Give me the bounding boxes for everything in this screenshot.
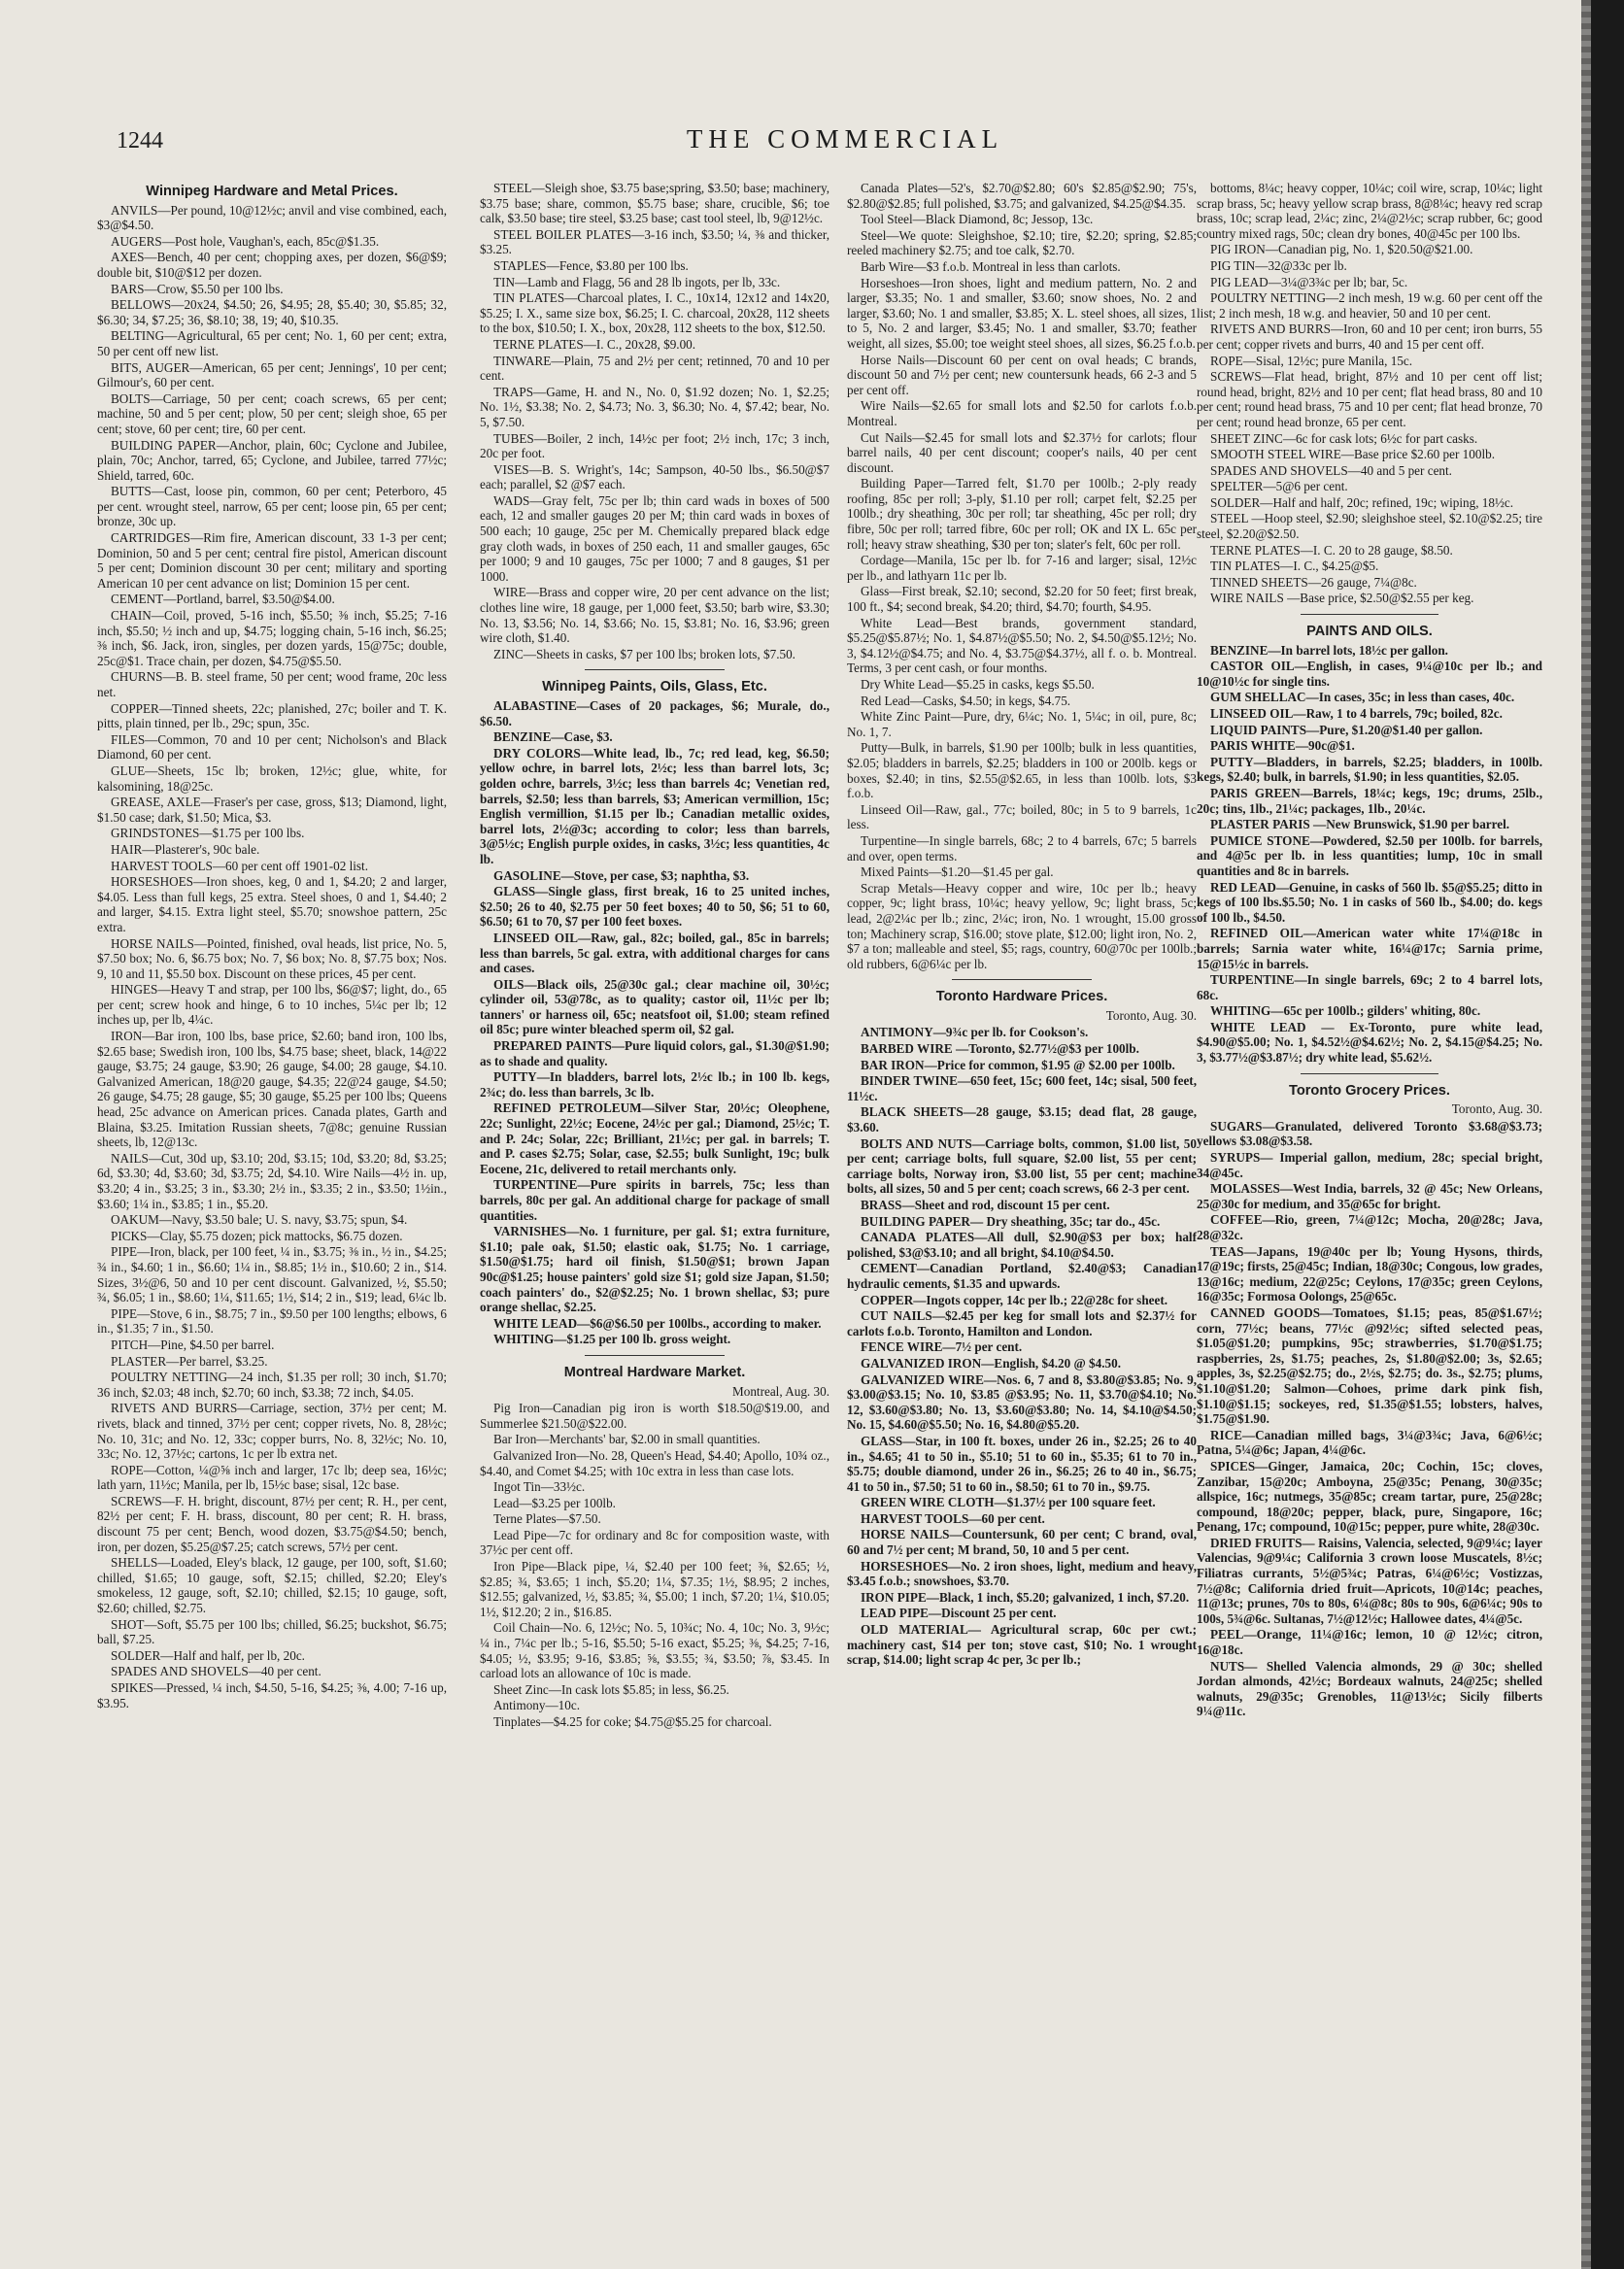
section-heading: PAINTS AND OILS.: [1306, 624, 1433, 640]
section-rule: [1301, 614, 1438, 615]
price-entry: PUTTY—In bladders, barrel lots, 2½c lb.; in 100 lb. kegs, 2¾c; do. less than barrels, 3c lb.: [480, 1069, 829, 1100]
price-entry: SMOOTH STEEL WIRE—Base price $2.60 per 100lb.: [1210, 447, 1496, 462]
price-entry: HORSE NAILS—Countersunk, 60 per cent; C brand, oval, 60 and 7½ per cent; M brand, 50, 10 and 5 per cent.: [847, 1527, 1197, 1558]
price-entry: FENCE WIRE—7½ per cent.: [861, 1339, 1023, 1355]
section-heading: Montreal Hardware Market.: [563, 1364, 746, 1380]
price-entry: PIG LEAD—3¼@3¾c per lb; bar, 5c.: [1210, 274, 1408, 289]
section-rule: [1301, 1073, 1438, 1074]
price-entry: AXES—Bench, 40 per cent; chopping axes, per dozen, $6@$9; double bit, $10@$12 per dozen.: [97, 250, 447, 280]
price-entry: Putty—Bulk, in barrels, $1.90 per 100lb; bulk in less quantities, $2.05; bladders in barrels, $2.25; bladders in 100 or 200lb. kegs or boxes, $2.40; in tins, $2.55@$2.65, in less than 100lb. lots, $3 f.o.b.: [847, 740, 1197, 801]
price-entry: GALVANIZED IRON—English, $4.20 @ $4.50.: [861, 1355, 1122, 1371]
section-heading: Toronto Hardware Prices.: [935, 989, 1108, 1005]
column-2: [480, 181, 829, 2240]
price-entry: TUBES—Boiler, 2 inch, 14½c per foot; 2½ inch, 17c; 3 inch, 20c per foot.: [480, 430, 829, 461]
price-entry: SOLDER—Half and half, per lb, 20c.: [111, 1647, 305, 1663]
price-entry: Steel—We quote: Sleighshoe, $2.10; tire, $2.20; spring, $2.85; reeled machinery $2.75; and toe calk, $2.70.: [847, 227, 1197, 258]
price-entry: HARVEST TOOLS—60 per cent off 1901-02 list.: [111, 858, 369, 873]
price-entry: Mixed Paints—$1.20—$1.45 per gal.: [861, 864, 1054, 880]
price-entry: TURPENTINE—In single barrels, 69c; 2 to 4 barrel lots, 68c.: [1197, 972, 1542, 1002]
price-entry: WADS—Gray felt, 75c per lb; thin card wads in boxes of 500 each, 12 and smaller gauges 20 per M; thin card wads in boxes of 500 each; 10 gauge, 25c per M. Chemically prepared black edge gray cloth wads, in boxes of 250 each, 11 and smaller gauges, 65c per 1000; 9 and 10 gauges, 75c per 1000; 7 and 8 gauges, $1 per 1000.: [480, 492, 829, 584]
price-entry: Canada Plates—52's, $2.70@$2.80; 60's $2.85@$2.90; 75's, $2.80@$2.85; full polished, $3.75; and galvanized, $4.25@$4.35.: [847, 181, 1197, 211]
price-entry: BLACK SHEETS—28 gauge, $3.15; dead flat, 28 gauge, $3.60.: [847, 1104, 1197, 1135]
price-entry: BARBED WIRE —Toronto, $2.77½@$3 per 100lb.: [861, 1041, 1139, 1057]
price-entry: Ingot Tin—33½c.: [493, 1479, 586, 1495]
price-entry: IRON PIPE—Black, 1 inch, $5.20; galvanized, 1 inch, $7.20.: [861, 1589, 1190, 1605]
price-entry: PICKS—Clay, $5.75 dozen; pick mattocks, $6.75 dozen.: [111, 1228, 403, 1243]
price-entry: CHAIN—Coil, proved, 5-16 inch, $5.50; ⅜ inch, $5.25; 7-16 inch, $5.50; ½ inch and up, $4.75; logging chain, 5-16 inch, $6.25; ⅜ inch, $6. Jack, iron, singles, per dozen yards, 15@75c; double, 25c@$1. Trace chain, per dozen, $4.75@$5.50.: [97, 608, 447, 668]
price-entry: BOLTS AND NUTS—Carriage bolts, common, $1.00 list, 50 per cent; carriage bolts, full square, $2.00 list, 55 per cent; carriage bolts, Norway iron, $3.00 list, 55 per cent; machine bolts, all sizes, 50 and 5 per cent; coach screws, 66 2-3 per cent.: [847, 1135, 1197, 1197]
price-entry: REFINED OIL—American water white 17¼@18c in barrels; Sarnia water white, 16¼@17c; Sarnia prime, 15@15½c in barrels.: [1197, 926, 1542, 971]
price-entry: PLASTER—Per barrel, $3.25.: [111, 1353, 268, 1369]
dateline: Toronto, Aug. 30.: [1451, 1101, 1542, 1117]
price-entry: PITCH—Pine, $4.50 per barrel.: [111, 1337, 275, 1352]
dateline: Montreal, Aug. 30.: [732, 1383, 829, 1399]
price-entry: HORSE NAILS—Pointed, finished, oval heads, list price, No. 5, $7.50 box; No. 6, $6.75 box; No. 7, $6 box; No. 8, $7.75 box; Nos. 9, 10 and 11, $5.50 box. Discount on these prices, 45 per cent.: [97, 935, 447, 981]
price-entry: SUGARS—Granulated, delivered Toronto $3.68@$3.73; yellows $3.08@$3.58.: [1197, 1118, 1542, 1149]
price-entry: SPADES AND SHOVELS—40 per cent.: [111, 1664, 321, 1679]
section-rule: [585, 1355, 725, 1356]
price-entry: DRY COLORS—White lead, lb., 7c; red lead, keg, $6.50; yellow ochre, in barrel lots, 2½c; less than barrel lots, 3c; golden ochre, barrels, 3½c; less than barrels 4c; Venetian red, barrels, $2.50; less than barrels, $3; American vermillion, 15c; English vermillion, $1.15 per lb.; Canadian metallic oxides, barrel lots, 2½@3c; according to color; less than barrels, 3@5½c; English purple oxides, in casks, 3½c; less quantities, 4c lb.: [480, 745, 829, 866]
price-entry: SPADES AND SHOVELS—40 and 5 per cent.: [1210, 462, 1452, 478]
price-entry: GLASS—Single glass, first break, 16 to 25 united inches, $2.50; 26 to 40, $2.75 per 50 feet boxes; 40 to 50, $6; 51 to 60, $6.50; 61 to 70, $7 per 100 feet boxes.: [480, 884, 829, 930]
price-entry: HINGES—Heavy T and strap, per 100 lbs, $6@$7; light, do., 65 per cent; screw hook and hinge, 6 to 10 inches, 5¼c per lb; 12 inches up, per lb, 4¼c.: [97, 982, 447, 1028]
price-entry: TEAS—Japans, 19@40c per lb; Young Hysons, thirds, 17@19c; firsts, 25@45c; Indian, 18@30c; Congous, low grades, 13@16c; medium, 22@25c; Ceylons, 17@35c; green Ceylons, 16@35c; Formosa Oolongs, 25@65c.: [1197, 1243, 1542, 1304]
price-entry: SPICES—Ginger, Jamaica, 20c; Cochin, 15c; cloves, Zanzibar, 15@20c; Amboyna, 25@35c; Penang, 30@35c; allspice, 16c; nutmegs, 35@85c; cream tartar, pure, 25@28c; compound, 18@20c; pepper, black, pure, Singapore, 16c; Penang, 17c; compound, 10@15c; pepper, pure white, 28@30c.: [1197, 1458, 1542, 1535]
price-entry: WHITING—$1.25 per 100 lb. gross weight.: [493, 1332, 731, 1347]
price-entry: PIPE—Iron, black, per 100 feet, ¼ in., $3.75; ⅜ in., ½ in., $4.25; ¾ in., $4.60; 1 in., $6.60; 1¼ in., $8.85; 1½ in., $10.60; 2 in., $14. Sizes, 3½@6, 50 and 10 per cent discount. Galvanized, ½, $5.50; ¾, $6.05; 1 in., $8.60; 1¼, $11.65; 1½, $14; 2 in., $19; lead, 6¼c lb.: [97, 1244, 447, 1305]
price-entry: Coil Chain—No. 6, 12½c; No. 5, 10¾c; No. 4, 10c; No. 3, 9½c; ¼ in., 7¼c per lb.; 5-16, $5.50; 5-16 exact, $5.25; ⅜, $4.25; 7-16, $4.05; ½, $3.95; 9-16, $3.85; ⅝, $3.55; ¾, $3.50; ⅞, $3.45. In carload lots an allowance of 10c is made.: [480, 1620, 829, 1681]
price-entry: POULTRY NETTING—24 inch, $1.35 per roll; 30 inch, $1.70; 36 inch, $2.03; 48 inch, $2.70; 60 inch, $3.38; 72 inch, $4.05.: [97, 1370, 447, 1400]
publication-title: THE COMMERCIAL: [686, 124, 1004, 153]
column-3: [847, 181, 1197, 2240]
price-entry: WIRE NAILS —Base price, $2.50@$2.55 per keg.: [1210, 591, 1474, 606]
column-1: [97, 181, 447, 2240]
price-entry: TIN PLATES—Charcoal plates, I. C., 10x14, 12x12 and 14x20, $5.25; I. X., same size box, $6.25; I. C. charcoal, 20x28, 112 sheets to the box, $10.50; I. X., box, 20x28, 112 sheets to the box, $12.50.: [480, 290, 829, 336]
price-entry: BARS—Crow, $5.50 per 100 lbs.: [111, 281, 284, 296]
price-entry: ROPE—Sisal, 12½c; pure Manila, 15c.: [1210, 353, 1413, 368]
price-entry: TIN PLATES—I. C., $4.25@$5.: [1210, 559, 1379, 574]
price-entry: BOLTS—Carriage, 50 per cent; coach screws, 65 per cent; machine, 50 and 5 per cent; plow, 50 per cent; sleigh shoe, 65 per cent; stove, 60 per cent; tire, 60 per cent.: [97, 390, 447, 436]
price-entry: BELTING—Agricultural, 65 per cent; No. 1, 60 per cent; extra, 50 per cent off new list.: [97, 328, 447, 358]
price-entry: REFINED PETROLEUM—Silver Star, 20½c; Oleophene, 22c; Sunlight, 22½c; Eocene, 24½c per gal.; Diamond, 25½c; T. and P. 24c; Solar, 22c; Brilliant, 21½c; per gal. in barrels; T. and P. cases $2.75; Solar, case, $2.55; bulk Sunlight, 19c; bulk Eocene, 21c, delivered to retail merchants only.: [480, 1101, 829, 1176]
page-header: [117, 124, 1573, 163]
price-entry: Wire Nails—$2.65 for small lots and $2.50 for carlots f.o.b. Montreal.: [847, 398, 1197, 428]
price-entry: PARIS GREEN—Barrels, 18¼c; kegs, 19c; drums, 25lb., 20c; tins, 1lb., 21¼c; packages, 1lb., 20¼c.: [1197, 785, 1542, 816]
price-entry: PLASTER PARIS —New Brunswick, $1.90 per barrel.: [1210, 817, 1510, 832]
price-entry: TERNE PLATES—I. C. 20 to 28 gauge, $8.50.: [1210, 542, 1453, 558]
price-entry: BRASS—Sheet and rod, discount 15 per cent.: [861, 1198, 1110, 1212]
section-heading: Winnipeg Paints, Oils, Glass, Etc.: [542, 679, 767, 695]
price-entry: CANNED GOODS—Tomatoes, $1.15; peas, 85@$1.67½; corn, 77½c; beans, 77½c @92½c; sifted selected peas, $1.05@$1.20; pumpkins, 95c; strawberries, $1.70@$1.75; raspberries, 2s, $1.75; peaches, 2s, $1.80@$2.00; 3s, $2.65; apples, 3s, $2.25@$2.75; do., 2½s, $2.75; do. 3s., $2.75; plums, $1.10@$1.20; Salmon—Cohoes, prime dark pink fish, $1.10@$1.15; sockeyes, red, $1.35@$1.55; lobsters, halves, $1.75@$1.90.: [1197, 1304, 1542, 1427]
price-entry: Red Lead—Casks, $4.50; in kegs, $4.75.: [861, 693, 1071, 708]
price-entry: ANVILS—Per pound, 10@12½c; anvil and vise combined, each, $3@$4.50.: [97, 202, 447, 233]
price-entry: PIG IRON—Canadian pig, No. 1, $20.50@$21.00.: [1210, 242, 1473, 257]
price-entry: Cut Nails—$2.45 for small lots and $2.37½ for carlots; flour barrel nails, 40 per cent discount; cooper's nails, 40 per cent discount.: [847, 429, 1197, 475]
price-entry: Tinplates—$4.25 for coke; $4.75@$5.25 for charcoal.: [493, 1714, 772, 1729]
price-entry: SCREWS—Flat head, bright, 87½ and 10 per cent off list; round head, bright, 82½ and 10 per cent; flat head brass, 80 and 10 per cent; round head brass, 75 and 10 per cent; flat head bronze, 70 per cent; round head bronze, 65 per cent.: [1197, 369, 1542, 429]
price-entry: Iron Pipe—Black pipe, ¼, $2.40 per 100 feet; ⅜, $2.65; ½, $2.85; ¾, $3.65; 1 inch, $5.20; 1¼, $7.35; 1½, $8.95; 2 inches, $12.55; galvanized, ½, $3.85; ¾, $5.00; 1 inch, $7.20; 1¼, $10.05; 1½, $12.20; 2 in., $16.85.: [480, 1559, 829, 1619]
price-entry: GALVANIZED WIRE—Nos. 6, 7 and 8, $3.80@$3.85; No. 9, $3.00@$3.15; No. 10, $3.85 @$3.95; No. 11, $3.70@$4.10; No. 12, $3.60@$3.80; No. 13, $3.60@$3.80; No. 14, $4.10@$4.50; No. 15, $4.60@$5.50; No. 16, $4.80@$5.20.: [847, 1372, 1197, 1433]
price-entry: LEAD PIPE—Discount 25 per cent.: [861, 1606, 1057, 1621]
price-entry: GRINDSTONES—$1.75 per 100 lbs.: [111, 826, 305, 841]
price-entry: Sheet Zinc—In cask lots $5.85; in less, $6.25.: [493, 1681, 729, 1697]
price-entry: NUTS— Shelled Valencia almonds, 29 @ 30c; shelled Jordan almonds, 42½c; Bordeaux walnuts, 24@25c; shelled walnuts, 29@35c; Grenobles, 11@13½c; Sicily filberts 9¼@11c.: [1197, 1658, 1542, 1719]
price-entry: SHEET ZINC—6c for cask lots; 6½c for part casks.: [1210, 430, 1478, 446]
page-number: 1244: [117, 128, 163, 153]
price-entry: AUGERS—Post hole, Vaughan's, each, 85c@$1.35.: [111, 233, 380, 249]
price-entry: Terne Plates—$7.50.: [493, 1511, 601, 1527]
price-entry: SHELLS—Loaded, Eley's black, 12 gauge, per 100, soft, $1.60; chilled, $1.65; 10 gauge, soft, $2.15; chilled, $2.20; Eley's smokeless, 12 gauge, soft, $2.10; chilled, $2.15; 10 gauge, soft, $2.60; chilled, $2.75.: [97, 1555, 447, 1616]
price-entry: Barb Wire—$3 f.o.b. Montreal in less than carlots.: [861, 258, 1121, 274]
price-entry: CEMENT—Canadian Portland, $2.40@$3; Canadian hydraulic cements, $1.35 and upwards.: [847, 1261, 1197, 1291]
price-entry: GREASE, AXLE—Fraser's per case, gross, $13; Diamond, light, $1.50 case; dark, $1.50; Mica, $3.: [97, 795, 447, 825]
price-entry: WIRE—Brass and copper wire, 20 per cent advance on the list; clothes line wire, 18 gauge, per 1,000 feet, $3.50; barb wire, $3.30; No. 13, $3.56; No. 14, $3.66; No. 15, $3.81; No. 16, $3.96; green wire cloth, $1.40.: [480, 585, 829, 646]
price-entry: LINSEED OIL—Raw, 1 to 4 barrels, 79c; boiled, 82c.: [1210, 706, 1503, 721]
price-entry: GLUE—Sheets, 15c lb; broken, 12½c; glue, white, for kalsomining, 18@25c.: [97, 762, 447, 794]
price-entry: BENZINE—Case, $3.: [493, 729, 613, 745]
price-entry: SCREWS—F. H. bright, discount, 87½ per cent; R. H., per cent, 82½ per cent; F. H. brass, discount, 80 per cent; R. H. brass, discount 75 per cent; Bench, wood dozen, $3.75@$4.50; bench, iron, per dozen, $5.25@$7.25; catch screws, 57½ per cent.: [97, 1493, 447, 1554]
price-entry: COPPER—Ingots copper, 14c per lb.; 22@28c for sheet.: [861, 1292, 1168, 1307]
price-entry: Horseshoes—Iron shoes, light and medium pattern, No. 2 and larger, $3.35; No. 1 and smaller, $3.60; snow shoes, No. 2 and larger, $3.60; No. 1 and smaller, $3.85; X. L. steel shoes, all sizes, 1 to 5, No. 2 and larger, $3.45; No. 1 and smaller, $3.70; feather weight, all sizes, $5.00; toe weight steel shoes, all sizes, $6.25 f.o.b.: [847, 275, 1197, 351]
price-entry: VISES—B. S. Wright's, 14c; Sampson, 40-50 lbs., $6.50@$7 each; parallel, $2 @$7 each.: [480, 461, 829, 492]
price-entry: Galvanized Iron—No. 28, Queen's Head, $4.40; Apollo, 10¾ oz., $4.40, and Comet $4.25; with 10c extra in less than case lots.: [480, 1447, 829, 1478]
price-entry: TIN—Lamb and Flagg, 56 and 28 lb ingots, per lb, 33c.: [493, 274, 781, 289]
price-entry: Antimony—10c.: [493, 1698, 581, 1713]
price-entry: STEEL BOILER PLATES—3-16 inch, $3.50; ¼, ⅜ and thicker, $3.25.: [480, 226, 829, 257]
price-entry: OLD MATERIAL— Agricultural scrap, 60c per cwt.; machinery cast, $14 per ton; stove cast, $10; No. 1 wrought scrap, $14.00; light scrap 4c per, 3c per lb.;: [847, 1622, 1197, 1668]
price-entry: Turpentine—In single barrels, 68c; 2 to 4 barrels, 67c; 5 barrels and over, open terms.: [847, 832, 1197, 864]
price-entry: ANTIMONY—9¾c per lb. for Cookson's.: [861, 1025, 1089, 1040]
price-entry: COFFEE—Rio, green, 7¼@12c; Mocha, 20@28c; Java, 28@32c.: [1197, 1212, 1542, 1242]
price-entry: RIVETS AND BURRS—Iron, 60 and 10 per cent; iron burrs, 55 per cent; copper rivets and burrs, 40 and 15 per cent off.: [1197, 322, 1542, 352]
price-entry: Lead Pipe—7c for ordinary and 8c for composition waste, with 37½c per cent off.: [480, 1527, 829, 1558]
price-entry: BUILDING PAPER— Dry sheathing, 35c; tar do., 45c.: [861, 1213, 1161, 1229]
price-entry: BAR IRON—Price for common, $1.95 @ $2.00 per 100lb.: [861, 1057, 1175, 1072]
price-entry: POULTRY NETTING—2 inch mesh, 19 w.g. 60 per cent off the list; 2 inch mesh, 18 w.g. and heavier, 50 and 10 per cent.: [1197, 290, 1542, 321]
price-entry: BUTTS—Cast, loose pin, common, 60 per cent; Peterboro, 45 per cent. wrought steel, narrow, 65 per cent; loose pin, 65 per cent; bronze, 30c up.: [97, 484, 447, 529]
price-entry: GREEN WIRE CLOTH—$1.37½ per 100 square feet.: [861, 1495, 1156, 1510]
price-entry: STEEL—Sleigh shoe, $3.75 base;spring, $3.50; base; machinery, $3.75 base; share, common, $5.75 base; share, crucible, $6; toe calk, $3.50 base; tire steel, $3.25 base; cast tool steel, lb, 9@12½c.: [480, 181, 829, 226]
price-entry: DRIED FRUITS— Raisins, Valencia, selected, 9@9¼c; layer Valencias, 9@9¼c; California 3 crown loose Muscatels, 8½c; Filiatras currants, 5½@5¾c; Patras, 6¼@6½c; Vostizzas, 7½@8c; California dried fruit—Apricots, 10@14c; peaches, 11@13c; prunes, 70s to 80s, 6¼@8c; 80s to 90s, 6@6¼c; 90s to 100s, 5¾@6c. Sultanas, 7½@12½c; Hallowee dates, 4¼@5c.: [1197, 1535, 1542, 1626]
price-entry: ALABASTINE—Cases of 20 packages, $6; Murale, do., $6.50.: [480, 698, 829, 728]
price-entry: BUILDING PAPER—Anchor, plain, 60c; Cyclone and Jubilee, plain, 70c; Anchor, tarred, 65; Cyclone, and Jubilee, tarred 77½c; Shield, tarred, 60c.: [97, 437, 447, 483]
price-entry: RED LEAD—Genuine, in casks of 560 lb. $5@$5.25; ditto in kegs of 100 lbs.$5.50; No. 1 in casks of 560 lb., $4.00; do. kegs of 100 lb., $4.50.: [1197, 879, 1542, 925]
price-entry: BINDER TWINE—650 feet, 15c; 600 feet, 14c; sisal, 500 feet, 11½c.: [847, 1073, 1197, 1103]
column-4: [1197, 181, 1542, 2240]
price-entry: Bar Iron—Merchants' bar, $2.00 in small quantities.: [493, 1432, 761, 1447]
price-entry: PUMICE STONE—Powdered, $2.50 per 100lb. for barrels, and 4@5c per lb. in less quantities; lump, 10c in small quantities and 8c in barrels.: [1197, 832, 1542, 878]
price-entry: SYRUPS— Imperial gallon, medium, 28c; special bright, 34@45c.: [1197, 1150, 1542, 1180]
price-entry: HAIR—Plasterer's, 90c bale.: [111, 841, 260, 857]
price-entry: ROPE—Cotton, ¼@⅝ inch and larger, 17c lb; deep sea, 16½c; lath yarn, 11½c; Manila, per lb, 15½c base; sisal, 12c base.: [97, 1462, 447, 1493]
price-entry: SPELTER—5@6 per cent.: [1210, 479, 1348, 494]
price-entry: CARTRIDGES—Rim fire, American discount, 33 1-3 per cent; Dominion, 50 and 5 per cent; central fire pistol, American discount 5 per cent; Dominion discount 30 per cent; military and sporting American 10 per cent advance on list; Dominion 15 per cent.: [97, 530, 447, 591]
price-entry: LIQUID PAINTS—Pure, $1.20@$1.40 per gallon.: [1210, 722, 1483, 737]
price-entry: GUM SHELLAC—In cases, 35c; in less than cases, 40c.: [1210, 690, 1515, 705]
price-entry: GLASS—Star, in 100 ft. boxes, under 26 in., $2.25; 26 to 40 in., $4.65; 41 to 50 in., $5.10; 51 to 60 in., $5.35; 61 to 70 in., $5.75; double diamond, under 26 in., $6.25; 26 to 40 in., $6.75; 41 to 50 in., $7.50; 51 to 60 in., $8.50; 61 to 70 in., $9.75.: [847, 1433, 1197, 1494]
price-entry: IRON—Bar iron, 100 lbs, base price, $2.60; band iron, 100 lbs, $2.65 base; Swedish iron, 100 lbs, $4.75 base; sheet, black, 14@22 gauge, $3.75; 24 gauge, $3.90; 26 gauge, $4.00; 28 gauge, $4.10. Galvanized American, 18@20 gauge, $4.35; 22@24 gauge, $4.50; 26 gauge, $4.75; 28 gauge, $5; 30 gauge, $5.25 per 100 lbs; Queens head, 25c advance on American prices. Canada plates, Garth and Blaina, $3.25. Imitation Russian sheets, 7@8c; genuine Russian sheets, lb, 12@13c.: [97, 1029, 447, 1150]
price-entry: PUTTY—Bladders, in barrels, $2.25; bladders, in 100lb. kegs, $2.40; bulk, in barrels, $1.90; in less quantities, $2.05.: [1197, 754, 1542, 785]
price-entry: BELLOWS—20x24, $4.50; 26, $4.95; 28, $5.40; 30, $5.85; 32, $6.30; 34, $7.25; 36, $8.10; 38, 19; 40, $10.35.: [97, 297, 447, 327]
page-torn-edge: [1581, 0, 1591, 2269]
price-entry: Linseed Oil—Raw, gal., 77c; boiled, 80c; in 5 to 9 barrels, 1c less.: [847, 801, 1197, 832]
price-entry: HORSESHOES—No. 2 iron shoes, light, medium and heavy, $3.45 f.o.b.; snowshoes, $3.70.: [847, 1558, 1197, 1589]
dateline: Toronto, Aug. 30.: [1105, 1007, 1197, 1023]
price-entry: White Zinc Paint—Pure, dry, 6¼c; No. 1, 5¼c; in oil, pure, 8c; No. 1, 7.: [847, 709, 1197, 739]
scan-border: [1591, 0, 1624, 2269]
price-entry: Dry White Lead—$5.25 in casks, kegs $5.50.: [861, 677, 1095, 692]
price-entry: CUT NAILS—$2.45 per keg for small lots and $2.37½ for carlots f.o.b. Toronto, Hamilton and London.: [847, 1308, 1197, 1338]
price-entry: SOLDER—Half and half, 20c; refined, 19c; wiping, 18½c.: [1210, 494, 1514, 510]
price-entry: Pig Iron—Canadian pig iron is worth $18.50@$19.00, and Summerlee $21.50@$22.00.: [480, 1401, 829, 1431]
price-entry: LINSEED OIL—Raw, gal., 82c; boiled, gal., 85c in barrels; less than barrels, 5c gal. extra, with additional charges for cans and cases.: [480, 930, 829, 976]
price-entry: Cordage—Manila, 15c per lb. for 7-16 and larger; sisal, 12½c per lb., and lathyarn 11c per lb.: [847, 553, 1197, 583]
price-entry: PEEL—Orange, 11¼@16c; lemon, 10 @ 12½c; citron, 16@18c.: [1197, 1627, 1542, 1658]
price-entry: BITS, AUGER—American, 65 per cent; Jennings', 10 per cent; Gilmour's, 60 per cent.: [97, 359, 447, 390]
price-entry: NAILS—Cut, 30d up, $3.10; 20d, $3.15; 10d, $3.20; 8d, $3.25; 6d, $3.30; 4d, $3.60; 3d, $3.75; 2d, $4.10. Wire Nails—4½ in. up, $3.20; 4 in., $3.25; 3 in., $3.30; 2½ in., $3.35; 2 in., $3.50; 1½in., $3.60; 1¼ in., $3.85; 1 in., $5.20.: [97, 1150, 447, 1211]
price-entry: STEEL —Hoop steel, $2.90; sleighshoe steel, $2.10@$2.25; tire steel, $2.20@$2.50.: [1197, 511, 1542, 542]
price-entry: TINNED SHEETS—26 gauge, 7¼@8c.: [1210, 574, 1417, 590]
price-entry: RICE—Canadian milled bags, 3¼@3¾c; Java, 6@6½c; Patna, 5¼@6c; Japan, 4¼@6c.: [1197, 1427, 1542, 1458]
price-entry: WHITING—65c per 100lb.; gilders' whiting, 80c.: [1210, 1003, 1481, 1019]
price-entry: WHITE LEAD — Ex-Toronto, pure white lead, $4.90@$5.00; No. 1, $4.52½@$4.62½; No. 2, $4.15@$4.25; No. 3, $3.77½@$3.87½; dry white lead, $5.62½.: [1197, 1019, 1542, 1066]
price-entry: SPIKES—Pressed, ¼ inch, $4.50, 5-16, $4.25; ⅜, 4.00; 7-16 up, $3.95.: [97, 1680, 447, 1710]
price-entry: Lead—$3.25 per 100lb.: [493, 1495, 616, 1510]
price-entry: ZINC—Sheets in casks, $7 per 100 lbs; broken lots, $7.50.: [493, 646, 795, 661]
price-entry: TERNE PLATES—I. C., 20x28, $9.00.: [493, 336, 696, 352]
price-entry: Scrap Metals—Heavy copper and wire, 10c per lb.; heavy copper, 9c; light brass, 10¼c; heavy yellow, 9c; light brass, 5c; lead, 2@2¼c per lb.; zinc, 2¼c; iron, No. 1 wrought, 15.00 gross ton; Machinery scrap, $16.00; stove plate, $12.00; light iron, No. 2, $7 a ton; malleable and steel, $5; rags, country, 60@70c per 100lb.; old rubbers, 6@6¼c per lb.: [847, 880, 1197, 971]
price-entry: PREPARED PAINTS—Pure liquid colors, gal., $1.30@$1.90; as to shade and quality.: [480, 1038, 829, 1068]
section-heading: Winnipeg Hardware and Metal Prices.: [146, 184, 398, 199]
price-entry: STAPLES—Fence, $3.80 per 100 lbs.: [493, 257, 689, 273]
price-entry: PARIS WHITE—90c@$1.: [1210, 738, 1355, 754]
price-entry: MOLASSES—West India, barrels, 32 @ 45c; New Orleans, 25@30c for medium, and 35@65c for bright.: [1197, 1181, 1542, 1211]
price-entry: TURPENTINE—Pure spirits in barrels, 75c; less than barrels, 80c per gal. An additional charge for package of small quantities.: [480, 1177, 829, 1223]
price-entry: RIVETS AND BURRS—Carriage, section, 37½ per cent; M. rivets, black and tinned, 37½ per cent; copper rivets, No. 8, 28½c; No. 10, 31c; and No. 12, 33c; copper burrs, No. 8, 32½c; No. 10, 33c; No. 12, 37½c; cartons, 1c per lb extra net.: [97, 1401, 447, 1462]
price-entry: White Lead—Best brands, government standard, $5.25@$5.87½; No. 1, $4.87½@$5.50; No. 2, $4.50@$5.12½; No. 3, $4.12½@$4.75; and No. 4, $3.75@$4.37½, all f. o. b. Montreal. Terms, 3 per cent cash, or four months.: [847, 615, 1197, 676]
price-entry: TINWARE—Plain, 75 and 2½ per cent; retinned, 70 and 10 per cent.: [480, 353, 829, 384]
price-entry: SHOT—Soft, $5.75 per 100 lbs; chilled, $6.25; buckshot, $6.75; ball, $7.25.: [97, 1616, 447, 1647]
price-entry: CANADA PLATES—All dull, $2.90@$3 per box; half polished, $3@$3.10; and all bright, $4.10@$4.50.: [847, 1230, 1197, 1260]
price-entry: COPPER—Tinned sheets, 22c; planished, 27c; boiler and T. K. pitts, plain tinned, per lb., 29c; spun, 35c.: [97, 700, 447, 731]
price-entry: GASOLINE—Stove, per case, $3; naphtha, $3.: [493, 867, 750, 883]
price-entry: BENZINE—In barrel lots, 18½c per gallon.: [1210, 642, 1448, 658]
price-entry: OILS—Black oils, 25@30c gal.; clear machine oil, 30½c; cylinder oil, 53@78c, as to quality; castor oil, 11½c per lb; tanners' or harness oil, 65c; neatsfoot oil, $1.00; steam refined oil 85c; pure winter bleached sperm oil, $2 gal.: [480, 976, 829, 1037]
price-entry: Glass—First break, $2.10; second, $2.20 for 50 feet; first break, 100 ft., $4; second break, $4.20; third, $4.70; fourth, $4.95.: [847, 584, 1197, 615]
section-rule: [952, 979, 1092, 980]
price-entry: CEMENT—Portland, barrel, $3.50@$4.00.: [111, 592, 335, 607]
price-entry: HORSESHOES—Iron shoes, keg, 0 and 1, $4.20; 2 and larger, $4.05. Less than full kegs, 25 extra. Steel shoes, 0 and 1, $4.40; 2 and larger, $4.15. Extra light steel, $5.70; snowshoe pattern, 25c extra.: [97, 874, 447, 934]
price-entry: Horse Nails—Discount 60 per cent on oval heads; C brands, discount 50 and 7½ per cent; new countersunk heads, 66 2-3 and 5 per cent off.: [847, 352, 1197, 397]
price-entry: CHURNS—B. B. steel frame, 50 per cent; wood frame, 20c less net.: [97, 669, 447, 699]
price-entry: PIPE—Stove, 6 in., $8.75; 7 in., $9.50 per 100 lengths; elbows, 6 in., $1.35; 7 in., $1.50.: [97, 1305, 447, 1337]
section-rule: [585, 669, 725, 670]
price-entry: Building Paper—Tarred felt, $1.70 per 100lb.; 2-ply ready roofing, 85c per roll; 3-ply, $1.10 per roll; carpet felt, $2.25 per 100lb.; dry sheathing, 30c per roll; tar sheathing, 45c per roll; dry fibre, 50c per roll; tarred fibre, 60c per roll; OK and IX L. 65c per roll; heavy straw sheathing, $30 per ton; slater's felt, 60c per roll.: [847, 476, 1197, 552]
price-entry: WHITE LEAD—$6@$6.50 per 100lbs., according to maker.: [493, 1315, 822, 1331]
price-entry: TRAPS—Game, H. and N., No. 0, $1.92 dozen; No. 1, $2.25; No. 1½, $3.38; No. 2, $4.73; No. 3, $6.30; No. 4, $7.42; bear, No. 5, $7.50.: [480, 384, 829, 429]
price-entry: CASTOR OIL—English, in cases, 9¼@10c per lb.; and 10@10½c for single tins.: [1197, 659, 1542, 689]
price-entry: HARVEST TOOLS—60 per cent.: [861, 1510, 1045, 1526]
price-entry: PIG TIN—32@33c per lb.: [1210, 257, 1347, 273]
section-heading: Toronto Grocery Prices.: [1289, 1082, 1450, 1099]
price-entry: VARNISHES—No. 1 furniture, per gal. $1; extra furniture, $1.10; pale oak, $1.50; elastic oak, $1.75; No. 1 carriage, $1.50@$1.75; hard oil finish, $1.50@$1; brown Japan 90c@$1.25; house painters' gold size $1; gold size Japan, $1.50; coach painters' do., $2@$2.25; No. 1 brown shellac, $3; pure orange shellac, $2.25.: [480, 1224, 829, 1315]
price-entry: OAKUM—Navy, $3.50 bale; U. S. navy, $3.75; spun, $4.: [111, 1212, 408, 1228]
price-entry: bottoms, 8¼c; heavy copper, 10¼c; coil wire, scrap, 10¼c; light scrap brass, 5c; heavy yellow scrap brass, 8@8¼c; heavy red scrap brass, 10c; scrap lead, 2¼c; zinc, 2¼@2½c; scrap rubber, 6c; good country mixed rags, 50c; clean dry bones, 40@45c per 100 lbs.: [1197, 181, 1542, 241]
price-entry: Tool Steel—Black Diamond, 8c; Jessop, 13c.: [861, 212, 1094, 227]
price-entry: FILES—Common, 70 and 10 per cent; Nicholson's and Black Diamond, 60 per cent.: [97, 731, 447, 762]
